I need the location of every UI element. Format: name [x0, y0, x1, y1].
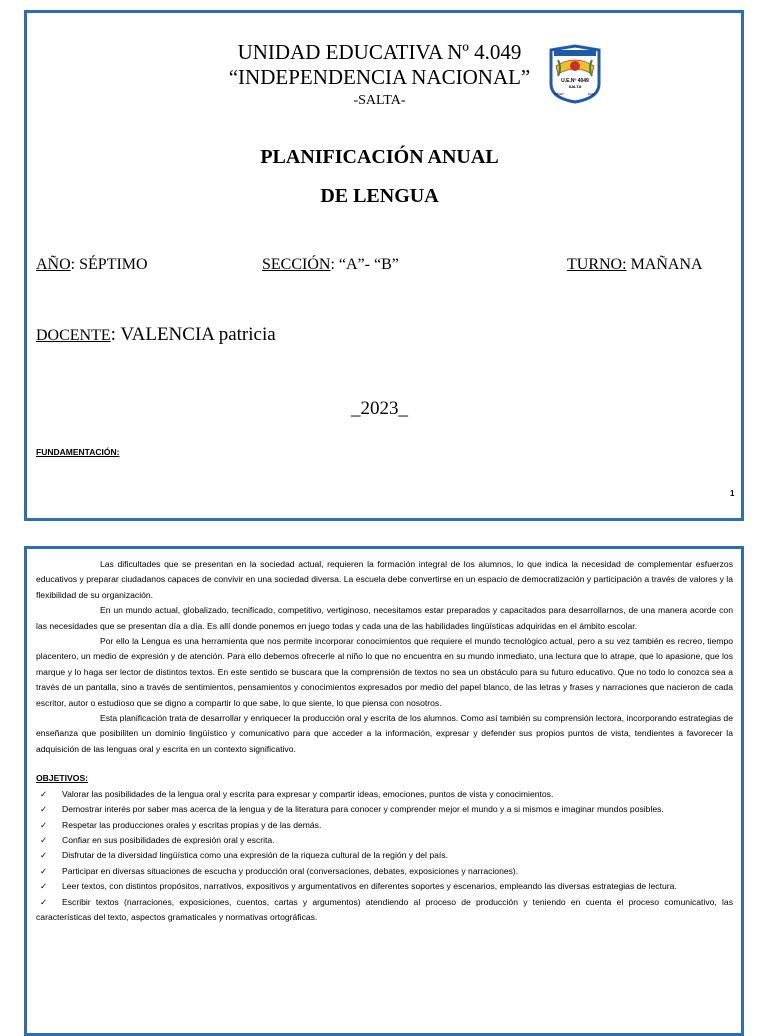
crest-text-right: NAC: [587, 92, 595, 96]
page-number: 1: [730, 489, 735, 498]
crest-text-left: INDEP: [554, 92, 564, 96]
school-name-line1: UNIDAD EDUCATIVA Nº 4.049: [237, 40, 522, 64]
crest-text-mid: SALTA: [568, 84, 582, 89]
school-name-line2: “INDEPENDENCIA NACIONAL”: [228, 65, 531, 89]
check-icon: ✓: [40, 804, 48, 815]
field-seccion-label: SECCIÓN: [262, 256, 331, 273]
crest-text-top: U.E.Nº 4049: [561, 78, 589, 84]
list-item-text: Confiar en sus posibilidades de expresión oral y escrita.: [62, 834, 275, 845]
page-2-body: [36, 557, 733, 925]
school-city: -SALTA-: [353, 93, 406, 108]
list-item: [36, 848, 733, 863]
page-1: [24, 10, 744, 521]
paragraph: Esta planificación trata de desarrollar y enriquecer la producción oral y escrita de los alumnos. Como así también su comprensión lectora, incorporando estrategias de enseñanza que posibiliten un dominio lingüístico y comunicativo para que acceder a la información, expresar y defender sus propios puntos de vista, tendientes a favorecer la adquisición de las lenguas oral y escrita en un contexto significativo.: [36, 713, 733, 754]
field-anio: [36, 256, 148, 274]
list-item-text: Demostrar interés por saber mas acerca de la lengua y de la literatura para conocer y comprender mejor el mundo y a si mismos e imaginar mundos posibles.: [62, 804, 664, 815]
list-item: [36, 895, 733, 926]
doc-title-line1: PLANIFICACIÓN ANUAL: [260, 146, 499, 168]
check-icon: ✓: [40, 834, 48, 845]
check-icon: ✓: [40, 788, 48, 799]
field-turno-value: MAÑANA: [626, 256, 703, 273]
section-heading-objetivos: OBJETIVOS:: [36, 773, 89, 784]
field-turno: [567, 256, 703, 274]
list-item-text: Respetar las producciones orales y escritas propias y de las demás.: [62, 819, 322, 830]
list-item: [36, 864, 733, 879]
list-item-text: Valorar las posibilidades de la lengua oral y escrita para expresar y compartir ideas, emociones, puntos de vista y conocimientos.: [62, 788, 554, 799]
field-turno-label: TURNO:: [567, 256, 627, 273]
list-item-text: Leer textos, con distintos propósitos, narrativos, expositivos y argumentativos en diferentes soportes y escenarios, empleando las diversas estrategias de lectura.: [62, 881, 677, 892]
school-crest-icon: [548, 44, 602, 104]
doc-title-line2: DE LENGUA: [320, 185, 439, 207]
list-item: [36, 787, 733, 802]
list-item: [36, 879, 733, 894]
paragraph: En un mundo actual, globalizado, tecnificado, competitivo, vertiginoso, necesitamos estar preparados y capacitados para desarrollarnos, de una manera acorde con las necesidades que se presentan día a día. Es allí donde ponemos en juego todas y cada una de las habilidades lingüísticas adquiridas en el ámbito escolar.: [36, 605, 733, 631]
field-docente-label: DOCENTE: [36, 327, 111, 344]
check-icon: ✓: [40, 896, 48, 907]
check-icon: ✓: [40, 865, 48, 876]
section-heading-fundamentacion: FUNDAMENTACIÓN:: [36, 447, 120, 457]
list-item-text: Disfrutar de la diversidad lingüística como una expresión de la riqueza cultural de la región y del país.: [62, 850, 448, 861]
paragraph: Las dificultades que se presentan en la sociedad actual, requieren la formación integral de los alumnos, lo que indica la necesidad de complementar esfuerzos educativos y preparar ciudadanos capaces de convivir en una sociedad diversa. La escuela debe convertirse en un espacio de democratización y participación a través de valores y la flexibilidad de su organización.: [36, 559, 733, 600]
field-docente: [36, 324, 276, 346]
list-item: [36, 818, 733, 833]
field-docente-value: : VALENCIA patricia: [110, 324, 276, 345]
field-anio-label: AÑO: [36, 256, 71, 273]
field-anio-value: : SÉPTIMO: [70, 256, 148, 273]
field-seccion: [262, 256, 399, 274]
list-item: [36, 833, 733, 848]
paragraph: Por ello la Lengua es una herramienta que nos permite incorporar conocimientos que requiere el mundo tecnológico actual, pero a su vez también es recreo, tiempo placentero, un medio de expresión y de atención. Para ello debemos ofrecerle al niño lo que no encuentra en su mundo inmediato, una lectura que lo atrape, que lo apasione, que los marque y lo haga ser lector de distintos textos. En este sentido se buscara que la comprensión de textos no sea un obstáculo para su futuro educativo. Que no todo lo conozca sea a través de un pantalla, sino a través de sentimientos, pensamientos y conocimientos expresados por medio del papel blanco, de las letras y frases y narraciones que nacieron de cada escritor, autor o estudioso que se digno a compartir lo que sabe, lo que siente, lo que piensa con nosotros.: [36, 636, 733, 708]
field-seccion-value: : “A”- “B”: [330, 256, 399, 273]
list-item-text: Escribir textos (narraciones, exposiciones, cuentos, cartas y argumentos) atendiendo al proceso de producción y teniendo en cuenta el proceso comunicativo, las características del texto, aspectos gramaticales y normativas ortográficas.: [36, 896, 733, 922]
page-2: [24, 546, 744, 1036]
doc-year: _2023_: [351, 398, 408, 419]
list-item-text: Participar en diversas situaciones de escucha y producción oral (conversaciones, debates, exposiciones y narraciones).: [62, 865, 519, 876]
list-item: [36, 802, 733, 817]
check-icon: ✓: [40, 850, 48, 861]
check-icon: ✓: [40, 819, 48, 830]
objetivos-list: [36, 787, 733, 926]
check-icon: ✓: [40, 881, 48, 892]
